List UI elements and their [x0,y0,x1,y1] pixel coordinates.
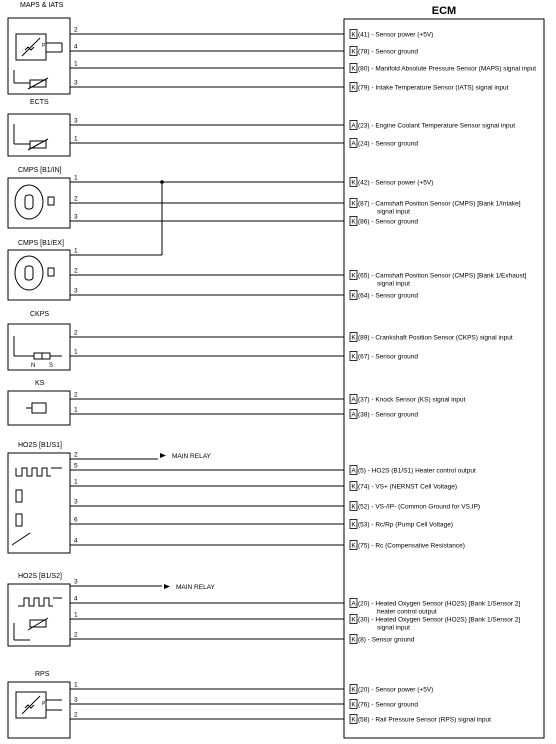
connector-letter: K [351,503,356,511]
pin-number: 1 [74,135,78,143]
component-label: ECTS [30,99,49,106]
component-label: HO2S [B1/S1] [18,442,62,449]
heater-element-icon [18,598,62,606]
heater-element-icon [16,468,62,476]
pin-number: 3 [74,696,78,704]
arrow-icon [164,584,170,589]
pin-number: 2 [74,267,78,275]
connector-letter: K [351,353,356,361]
component-label: HO2S [B1/S2] [18,573,62,580]
terminal-label: (75) - Rc (Compensative Resistance) [358,542,465,550]
terminal-label: (41) - Sensor power (+5V) [358,31,434,39]
ecm-title: ECM [431,5,457,17]
terminal-label: (86) - Sensor ground [358,218,418,226]
connector-letter: K [351,31,356,39]
terminal-label: (42) - Sensor power (+5V) [358,179,434,187]
resistor-icon [12,533,30,545]
pressure-label: P [42,43,46,49]
pin-number: 1 [74,611,78,619]
ects-box [8,114,70,156]
pin-number: 2 [74,631,78,639]
connector-letter: K [351,48,356,56]
component-label: MAPS & IATS [20,2,64,9]
hall-sensor-icon [15,256,54,290]
component-label: RPS [35,671,50,678]
thermistor-icon [14,618,48,640]
connector-letter: K [351,179,356,187]
component-label: CMPS [B1/EX] [18,240,64,247]
main-relay-label: MAIN RELAY [172,453,211,460]
connector-letter: K [351,616,356,624]
connector-letter: K [351,292,356,300]
connector-letter: K [351,636,356,644]
terminal-label: (23) - Engine Coolant Temperature Sensor signal input [358,122,516,130]
terminal-label: (24) - Sensor ground [358,140,418,148]
pressure-sensor-icon [16,34,62,60]
main-relay-label: MAIN RELAY [176,584,215,591]
pin-number: 2 [74,329,78,337]
pin-number: 2 [74,391,78,399]
connector-letter: K [351,218,356,226]
component-label: CMPS [B1/IN] [18,167,62,174]
terminal-label: (38) - Sensor ground [358,411,418,419]
magnet-sensor-icon [14,336,62,359]
component-label: CKPS [30,311,50,318]
pin-number: 2 [74,711,78,719]
pin-number: 1 [74,406,78,414]
terminal-label-continued: signal input [377,208,410,216]
pin-number: 2 [74,451,78,459]
thermistor-icon [14,124,48,150]
terminal-label: (79) - Intake Temperature Sensor (IATS) signal input [358,84,509,92]
terminal-label: (53) - Rc/Rp (Pump Cell Voltage) [358,521,454,529]
terminal-label: (20) - Sensor power (+5V) [358,686,434,694]
connector-letter: K [351,701,356,709]
pin-number: 4 [74,595,78,603]
terminal-label: (8) - Sensor ground [358,636,415,644]
terminal-label: (20) - Heated Oxygen Sensor (HO2S) [Bank 1/Sensor 2] [358,600,521,608]
connector-letter: K [351,200,356,208]
terminal-label: (78) - Sensor ground [358,48,418,56]
connector-letter: K [351,84,356,92]
cmps-in-box [8,178,70,228]
pin-number: 1 [74,478,78,486]
connector-letter: K [351,483,356,491]
pin-number: 4 [74,537,78,545]
terminal-label: (52) - VS-/IP- (Common Ground for VS,IP) [358,503,481,511]
arrow-icon [160,453,166,458]
terminal-label-continued: signal input [377,280,410,288]
cell-icon [16,490,22,502]
ckps-box [8,324,70,370]
terminal-label: (64) - Sensor ground [358,292,418,300]
pin-number: 1 [74,348,78,356]
pressure-label: P [42,701,46,707]
pin-number: 1 [74,247,78,255]
cell-icon [16,514,22,526]
terminal-label: (74) - VS+ (NERNST Cell Voltage) [358,483,458,491]
terminal-label-continued: heater control output [377,608,437,616]
connector-letter: K [351,686,356,694]
thermistor-icon [14,70,48,89]
ks-box [8,391,70,425]
hall-sensor-icon [15,185,54,219]
terminal-label: (76) - Sensor ground [358,701,418,709]
pin-number: 3 [74,578,78,586]
connector-letter: A [351,467,356,475]
pin-number: 3 [74,213,78,221]
connector-letter: K [351,542,356,550]
knock-sensor-icon [26,403,46,413]
terminal-label: (37) - Knock Sensor (KS) signal input [358,396,466,404]
pin-number: 3 [74,117,78,125]
terminal-label-continued: signal input [377,624,410,632]
pin-number: 4 [74,43,78,51]
pin-number: 3 [74,287,78,295]
terminal-label: (58) - Rail Pressure Sensor (RPS) signal input [358,716,491,724]
connector-letter: K [351,521,356,529]
pressure-sensor-icon [16,692,62,718]
pin-number: 1 [74,174,78,182]
ho2s-s2-box [8,584,70,646]
terminal-label: (30) - Heated Oxygen Sensor (HO2S) [Bank 1/Sensor 2] [358,616,521,624]
pin-number: 2 [74,26,78,34]
connector-letter: A [351,411,356,419]
terminal-label: (5) - HO2S (B1/S1) Heater control output [358,467,476,475]
pin-number: 1 [74,681,78,689]
connector-letter: A [351,396,356,404]
connector-letter: K [351,272,356,280]
ckps-pole-s: S [49,363,54,369]
cmps-ex-box [8,250,70,300]
ckps-pole-n: N [31,363,36,369]
pin-number: 1 [74,60,78,68]
connector-letter: K [351,334,356,342]
pin-number: 3 [74,79,78,87]
pin-number: 6 [74,516,78,524]
terminal-label: (65) - Camshaft Position Sensor (CMPS) [Bank 1/Exhaust] [358,272,527,280]
pin-number: 2 [74,195,78,203]
connector-letter: A [351,600,356,608]
terminal-label: (67) - Sensor ground [358,353,418,361]
terminal-label: (89) - Crankshaft Position Sensor (CKPS) signal input [358,334,513,342]
terminal-label: (80) - Manifold Absolute Pressure Sensor (MAPS) signal input [358,65,537,73]
pin-number: 5 [74,462,78,470]
pin-number: 3 [74,498,78,506]
connector-letter: K [351,65,356,73]
connector-letter: K [351,716,356,724]
connector-letter: A [351,122,356,130]
connector-letter: A [351,140,356,148]
component-label: KS [35,380,45,387]
terminal-label: (87) - Camshaft Position Sensor (CMPS) [Bank 1/Intake] [358,200,521,208]
